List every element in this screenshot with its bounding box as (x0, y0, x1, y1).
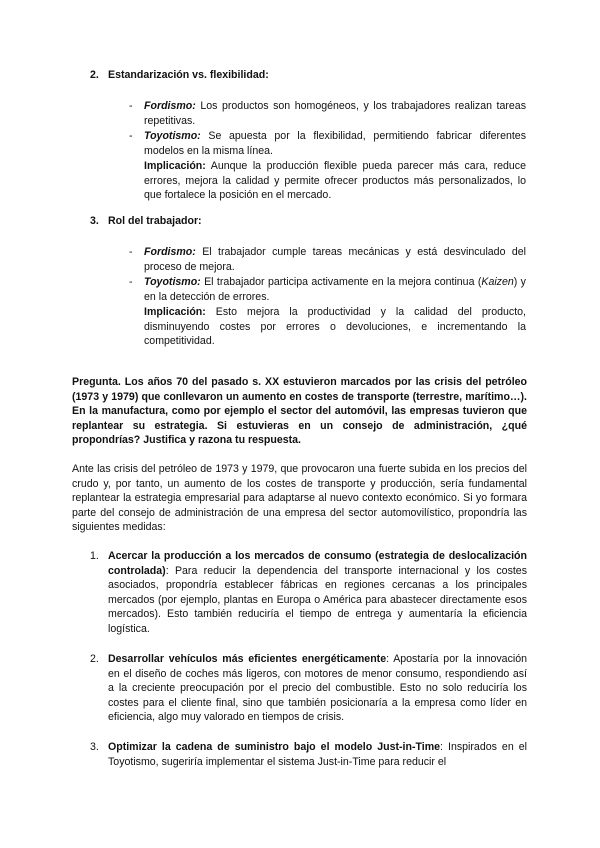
measure-title: Optimizar la cadena de suministro bajo el modelo Just-in-Time (108, 741, 441, 753)
section2-implication (144, 159, 526, 203)
measure-number: 1. (90, 550, 99, 562)
section2-bullet-fordismo (144, 99, 526, 128)
bullet-text: ) y en la detección de errores. (144, 276, 526, 303)
measure-title: Acercar la producción a los mercados de consumo (estrategia de deslocalización controlada) (108, 550, 527, 577)
section3-heading: Rol del trabajador: (108, 215, 202, 227)
bullet-text: Los productos son homogéneos, y los trabajadores realizan tareas repetitivas. (144, 100, 526, 127)
bullet-dash: - (129, 246, 133, 258)
bullet-text: El trabajador cumple tareas mecánicas y está desvinculado del proceso de mejora. (144, 246, 526, 273)
measure-3 (108, 740, 527, 769)
measure-text: : Apostaría por la innovación en el diseño de coches más ligeros, con motores de menor consumo, respondiendo así a la creciente preocupación por el precio del combustible. Esto no solo reduciría los costes para el cliente final, sino que también posicionaría a la empresa como líder en eficiencia, algo muy valorado en tiempos de crisis. (108, 653, 528, 724)
question-paragraph: Pregunta. Los años 70 del pasado s. XX estuvieron marcados por las crisis del petróleo (1973 y 1979) que conllevaron un aumento en costes de transporte (terrestre, marítimo…). En la manufactura, como por ejemplo el sector del automóvil, las empresas tuvieron que replantear su estrategia. Si estuvieras en un consejo de administración, ¿qué propondrías? Justifica y razona tu respuesta. (72, 376, 527, 447)
measure-title: Desarrollar vehículos más eficientes energéticamente (108, 653, 387, 665)
term-fordismo: Fordismo: (144, 246, 196, 258)
section3-number: 3. (90, 215, 99, 227)
measure-number: 2. (90, 653, 99, 665)
section2-heading: Estandarización vs. flexibilidad: (108, 69, 269, 81)
measure-text: : Para reducir la dependencia del transporte internacional y los costes asociados, propondría establecer fábricas en regiones cercanas a los principales mercados (por ejemplo, plantas en Europa o América para abastecer directamente esos mercados). Esto también reduciría el tiempo de entrega y aumentaría la eficiencia logística. (108, 564, 527, 635)
measure-number: 3. (90, 741, 99, 753)
bullet-text: Se apuesta por la flexibilidad, permitiendo fabricar diferentes modelos en la misma línea. (144, 130, 526, 157)
implication-label: Implicación: (144, 160, 206, 172)
term-toyotismo: Toyotismo: (144, 276, 201, 288)
bullet-dash: - (129, 276, 133, 288)
section2-number: 2. (90, 69, 99, 81)
section2-bullet-toyotismo (144, 129, 526, 158)
kaizen-term: Kaizen (481, 276, 514, 288)
measure-text: : Inspirados en el Toyotismo, sugeriría implementar el sistema Just-in-Time para reducir el (108, 741, 527, 768)
bullet-text: El trabajador participa activamente en la mejora continua ( (200, 276, 482, 288)
term-fordismo: Fordismo: (144, 100, 196, 112)
section3-bullet-toyotismo (144, 275, 526, 304)
answer-intro: Ante las crisis del petróleo de 1973 y 1979, que provocaron una fuerte subida en los precios del crudo y, por tanto, un aumento de los costes de transporte y producción, sería fundamental replantear la estrategia empresarial para adaptarse al nuevo contexto económico. Si yo formara parte del consejo de administración de una empresa del sector automovilístico, propondría las siguientes medidas: (72, 463, 527, 534)
section3-implication (144, 305, 526, 349)
section3-bullet-fordismo (144, 245, 526, 274)
implication-text: Aunque la producción flexible pueda parecer más cara, reduce errores, mejora la calidad y permite ofrecer productos más personalizados, lo que fortalece la posición en el mercado. (144, 160, 526, 202)
implication-text: Esto mejora la productividad y la calidad del producto, disminuyendo costes por errores o devoluciones, e incrementando la competitividad. (144, 306, 526, 348)
bullet-dash: - (129, 130, 133, 142)
bullet-dash: - (129, 100, 133, 112)
measure-2 (108, 652, 527, 725)
term-toyotismo: Toyotismo: (144, 130, 201, 142)
measure-1 (108, 549, 527, 637)
implication-label: Implicación: (144, 306, 206, 318)
